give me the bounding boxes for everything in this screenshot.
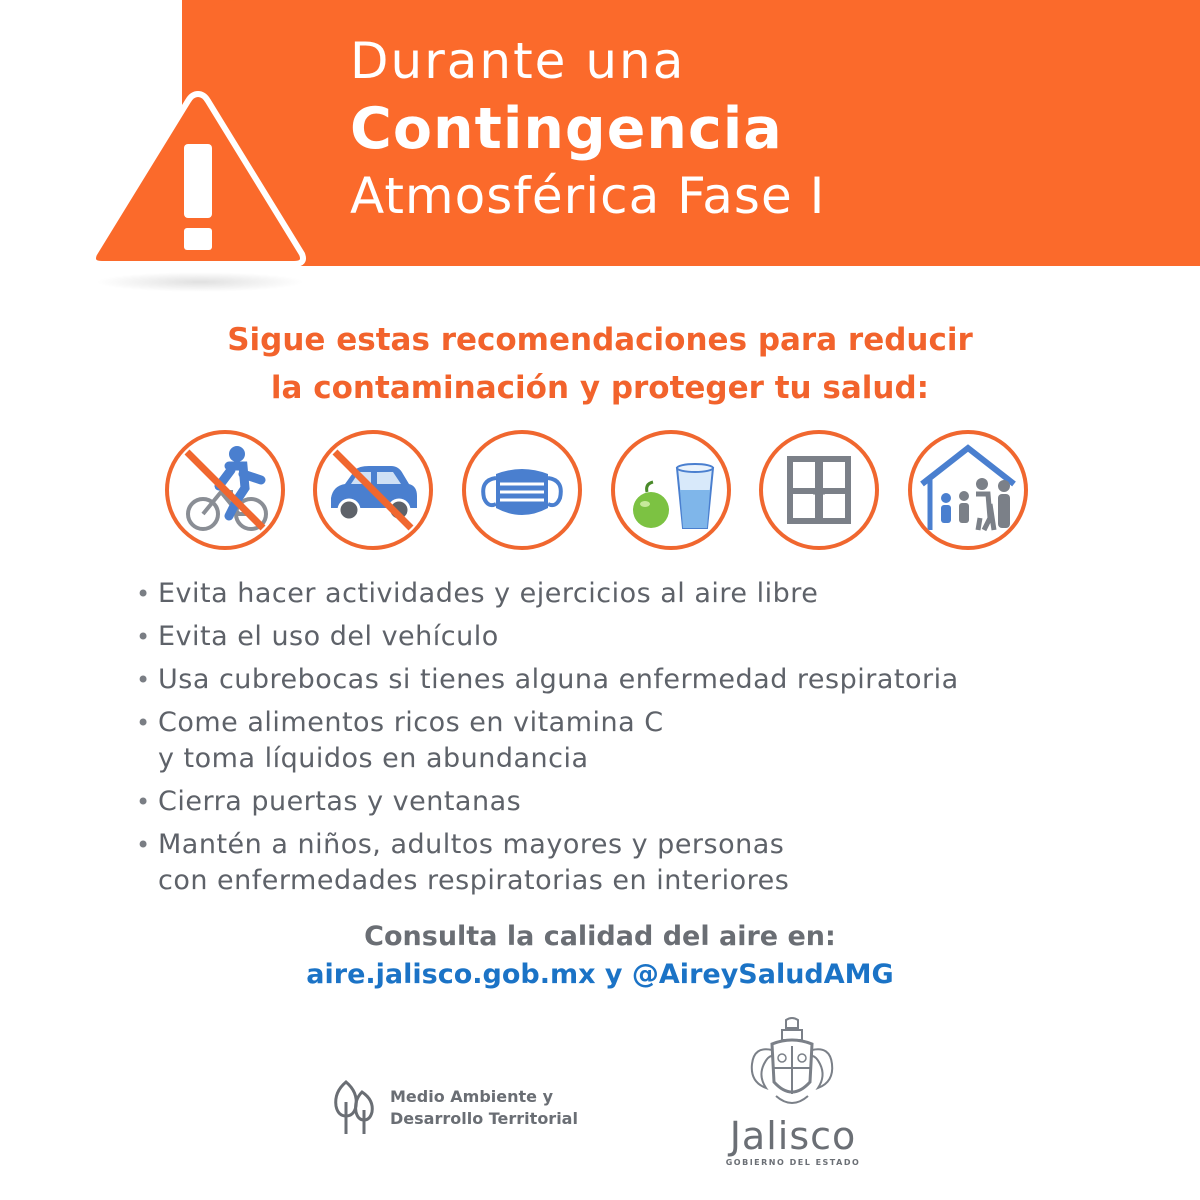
- jalisco-coat-of-arms-icon: [746, 1016, 838, 1114]
- title-line-1: Durante una: [350, 32, 686, 90]
- warning-shadow: [95, 272, 305, 292]
- medio-line-1: Medio Ambiente y: [390, 1087, 554, 1106]
- no-cycling-icon: [165, 430, 285, 550]
- recommendation-text: y toma líquidos en abundancia: [158, 743, 589, 774]
- list-item: [136, 619, 1096, 655]
- recommendation-icons-row: [165, 430, 1045, 560]
- recommendation-text: Mantén a niños, adultos mayores y personas: [158, 829, 785, 860]
- list-item: [136, 827, 1096, 899]
- recommendation-text: Come alimentos ricos en vitamina C: [158, 707, 664, 738]
- face-mask-icon: [462, 430, 582, 550]
- recommendation-text: Evita hacer actividades y ejercicios al aire libre: [158, 578, 819, 609]
- title-line-2: Contingencia: [350, 96, 783, 162]
- subtitle-line-1: Sigue estas recomendaciones para reducir: [227, 322, 973, 358]
- warning-triangle-icon: [88, 88, 308, 268]
- medio-line-2: Desarrollo Territorial: [390, 1109, 578, 1128]
- recommendation-text: con enfermedades respiratorias en interiores: [158, 865, 790, 896]
- lime-and-water-icon: [611, 430, 731, 550]
- recommendation-text: Usa cubrebocas si tienes alguna enfermedad respiratoria: [158, 664, 959, 695]
- consult-links[interactable]: aire.jalisco.gob.mx y @AireySaludAMG: [306, 959, 894, 990]
- bullet: •: [136, 666, 151, 694]
- closed-window-icon: [759, 430, 879, 550]
- list-item: [136, 784, 1096, 820]
- recommendation-text: Cierra puertas y ventanas: [158, 786, 522, 817]
- bullet: •: [136, 709, 151, 737]
- bullet: •: [136, 788, 151, 816]
- jalisco-logo: [708, 1016, 878, 1166]
- jalisco-subtitle: GOBIERNO DEL ESTADO: [725, 1158, 861, 1167]
- bullet: •: [136, 623, 151, 651]
- recommendations-list: [136, 576, 1096, 906]
- subtitle: [0, 316, 1200, 412]
- list-item: [136, 705, 1096, 777]
- subtitle-line-2: la contaminación y proteger tu salud:: [270, 370, 930, 406]
- bullet: •: [136, 831, 151, 859]
- recommendation-text: Evita el uso del vehículo: [158, 621, 499, 652]
- medio-ambiente-logo: [330, 1078, 630, 1138]
- jalisco-wordmark: Jalisco: [729, 1114, 857, 1158]
- page-title: [350, 30, 825, 226]
- no-car-icon: [313, 430, 433, 550]
- consult-label: Consulta la calidad del aire en:: [364, 921, 836, 952]
- list-item: [136, 576, 1096, 612]
- trees-icon: [330, 1078, 386, 1138]
- list-item: [136, 662, 1096, 698]
- title-line-3: Atmosférica Fase I: [350, 167, 826, 225]
- family-indoors-icon: [908, 430, 1028, 550]
- bullet: •: [136, 580, 151, 608]
